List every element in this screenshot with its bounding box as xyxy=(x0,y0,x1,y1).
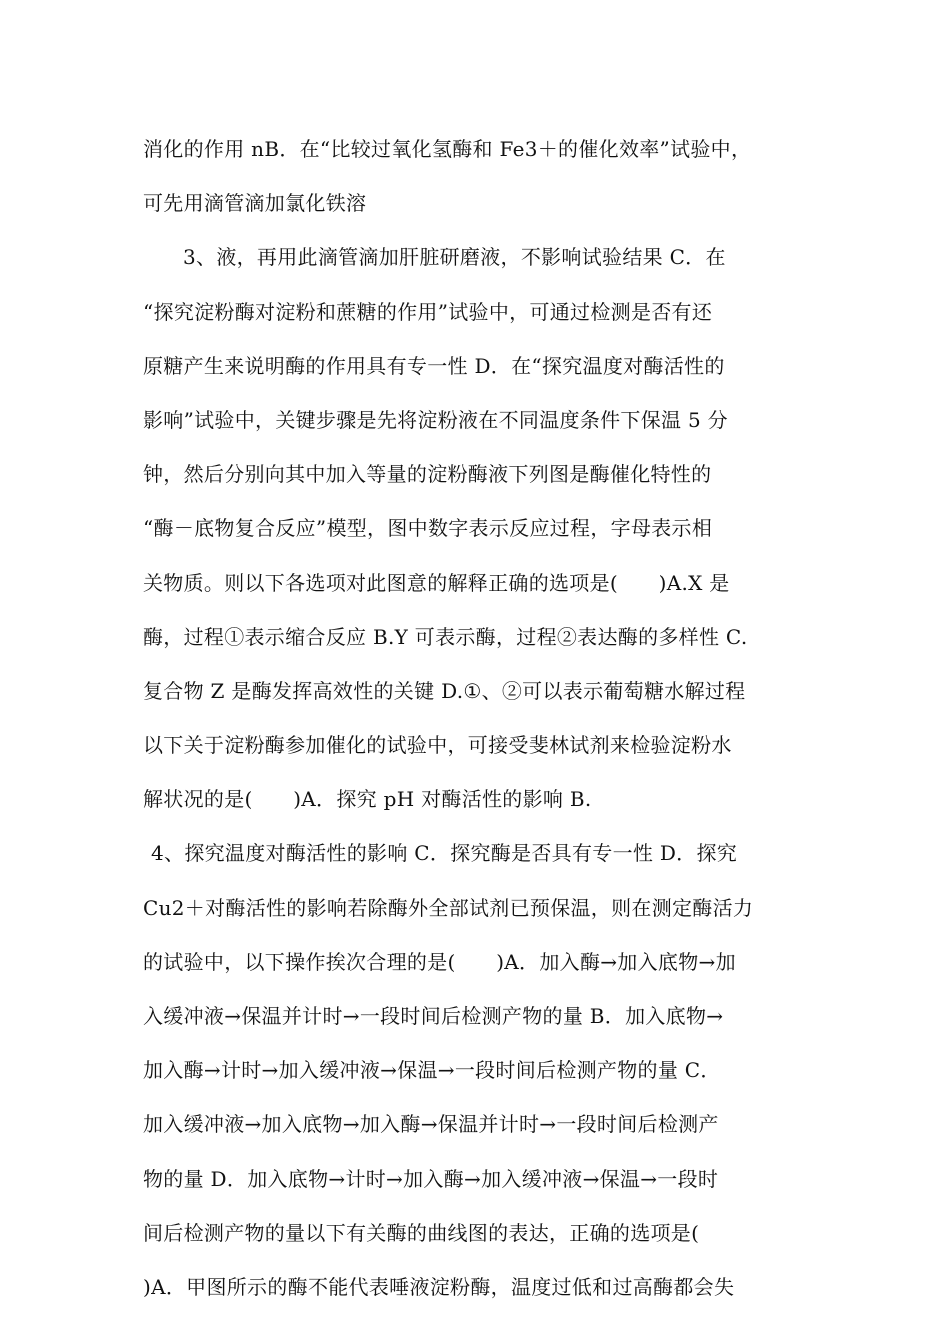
text-line-21: 间后检测产物的量以下有关酶的曲线图的表达，正确的选项是( xyxy=(143,1220,700,1245)
text-line-16: 的试验中，以下操作挨次合理的是( )A．加入酶→加入底物→加 xyxy=(143,949,736,974)
text-line-5: 原糖产生来说明酶的作用具有专一性 D．在“探究温度对酶活性的 xyxy=(143,353,725,378)
document-body xyxy=(143,122,813,1314)
text-line-22: )A．甲图所示的酶不能代表唾液淀粉酶，温度过低和过高酶都会失 xyxy=(143,1274,735,1299)
text-line-3: 3、液，再用此滴管滴加肝脏研磨液，不影响试验结果 C．在 xyxy=(183,245,726,270)
text-line-15: Cu2＋对酶活性的影响若除酶外全部试剂已预保温，则在测定酶活力 xyxy=(143,895,754,920)
text-line-17: 入缓冲液→保温并计时→一段时间后检测产物的量 B．加入底物→ xyxy=(143,1004,724,1028)
text-line-19: 加入缓冲液→加入底物→加入酶→保温并计时→一段时间后检测产 xyxy=(143,1112,719,1137)
text-line-9: 关物质。则以下各选项对此图意的解释正确的选项是( )A.X 是 xyxy=(143,570,730,595)
text-line-11: 复合物 Z 是酶发挥高效性的关键 D.①、②可以表示葡萄糖水解过程 xyxy=(143,678,746,703)
text-line-4: “探究淀粉酶对淀粉和蔗糖的作用”试验中，可通过检测是否有还 xyxy=(143,299,713,324)
text-line-14: 4、探究温度对酶活性的影响 C．探究酶是否具有专一性 D．探究 xyxy=(151,841,738,866)
text-line-2: 可先用滴管滴加氯化铁溶 xyxy=(143,191,367,216)
text-line-20: 物的量 D．加入底物→计时→加入酶→加入缓冲液→保温→一段时 xyxy=(143,1166,719,1191)
text-line-1: 消化的作用 nB．在“比较过氧化氢酶和 Fe3＋的催化效率”试验中， xyxy=(143,137,752,161)
text-line-6: 影响”试验中，关键步骤是先将淀粉液在不同温度条件下保温 5 分 xyxy=(143,407,728,432)
text-line-12: 以下关于淀粉酶参加催化的试验中，可接受斐林试剂来检验淀粉水 xyxy=(143,733,732,758)
text-line-13: 解状况的是( )A．探究 pH 对酶活性的影响 B. xyxy=(143,787,592,812)
text-line-7: 钟，然后分别向其中加入等量的淀粉酶液下列图是酶催化特性的 xyxy=(143,462,712,487)
text-line-10: 酶，过程①表示缩合反应 B.Y 可表示酶，过程②表达酶的多样性 C. xyxy=(143,624,748,649)
text-line-8: “酶－底物复合反应”模型，图中数字表示反应过程，字母表示相 xyxy=(143,516,713,541)
text-line-18: 加入酶→计时→加入缓冲液→保温→一段时间后检测产物的量 C． xyxy=(143,1058,721,1083)
